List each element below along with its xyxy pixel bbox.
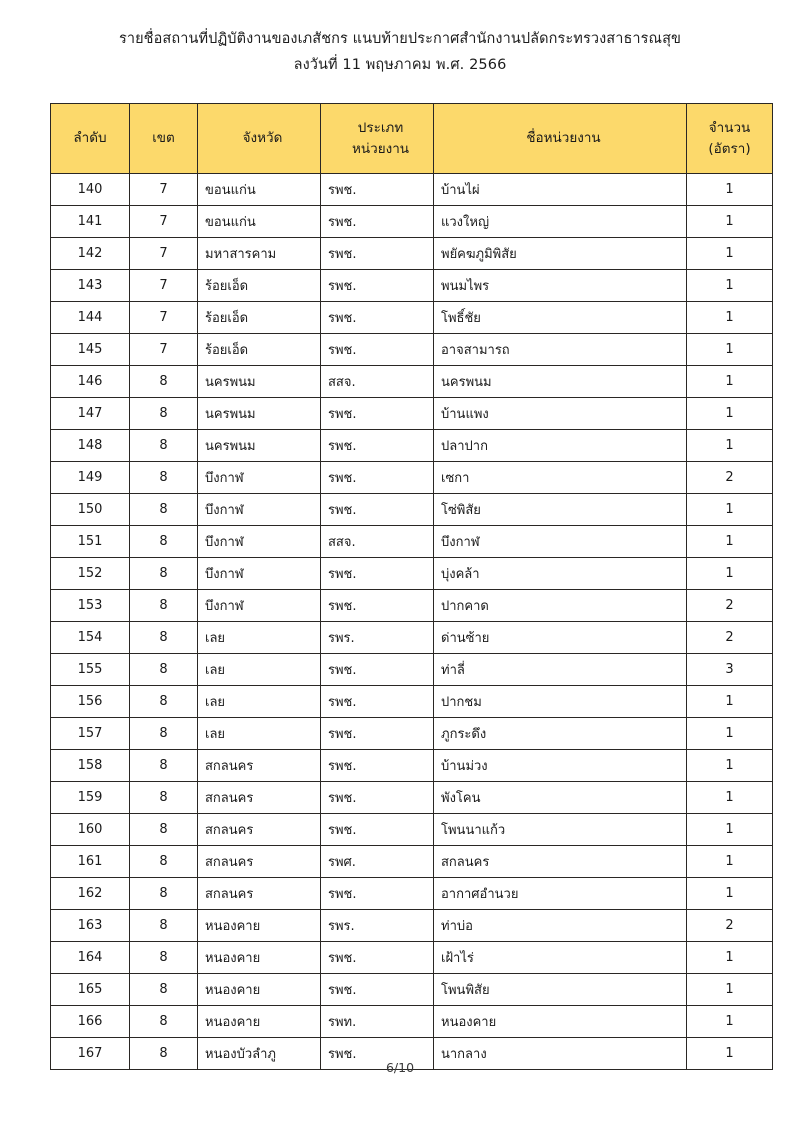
cell-agency-type: รพช. bbox=[321, 878, 434, 910]
cell-quantity: 1 bbox=[687, 686, 773, 718]
cell-seq: 159 bbox=[51, 782, 130, 814]
column-header-agency-name bbox=[434, 104, 687, 174]
cell-province: มหาสารคาม bbox=[198, 238, 321, 270]
cell-agency-name: โพนนาแก้ว bbox=[434, 814, 687, 846]
cell-quantity: 1 bbox=[687, 718, 773, 750]
cell-quantity: 1 bbox=[687, 526, 773, 558]
cell-zone: 8 bbox=[130, 814, 198, 846]
cell-agency-type: รพช. bbox=[321, 270, 434, 302]
cell-quantity: 1 bbox=[687, 814, 773, 846]
cell-quantity: 1 bbox=[687, 398, 773, 430]
cell-province: นครพนม bbox=[198, 398, 321, 430]
table-row bbox=[51, 366, 773, 398]
table-header bbox=[51, 104, 773, 174]
cell-quantity: 1 bbox=[687, 302, 773, 334]
cell-zone: 7 bbox=[130, 334, 198, 366]
cell-seq: 140 bbox=[51, 174, 130, 206]
table-row bbox=[51, 686, 773, 718]
cell-province: สกลนคร bbox=[198, 878, 321, 910]
cell-province: เลย bbox=[198, 622, 321, 654]
cell-agency-name: โพธิ์ชัย bbox=[434, 302, 687, 334]
cell-zone: 7 bbox=[130, 238, 198, 270]
cell-seq: 157 bbox=[51, 718, 130, 750]
cell-zone: 7 bbox=[130, 174, 198, 206]
cell-zone: 8 bbox=[130, 974, 198, 1006]
table-body bbox=[51, 174, 773, 1070]
cell-province: ร้อยเอ็ด bbox=[198, 270, 321, 302]
cell-province: เลย bbox=[198, 686, 321, 718]
cell-zone: 8 bbox=[130, 846, 198, 878]
cell-zone: 8 bbox=[130, 622, 198, 654]
table-row bbox=[51, 846, 773, 878]
cell-agency-type: รพช. bbox=[321, 238, 434, 270]
cell-seq: 167 bbox=[51, 1038, 130, 1070]
cell-province: หนองคาย bbox=[198, 910, 321, 942]
cell-seq: 155 bbox=[51, 654, 130, 686]
cell-agency-name: ปลาปาก bbox=[434, 430, 687, 462]
cell-quantity: 1 bbox=[687, 942, 773, 974]
cell-quantity: 1 bbox=[687, 334, 773, 366]
table-row bbox=[51, 430, 773, 462]
cell-seq: 164 bbox=[51, 942, 130, 974]
table-row bbox=[51, 398, 773, 430]
table-row bbox=[51, 654, 773, 686]
column-header-seq-label: ลำดับ bbox=[73, 130, 107, 147]
cell-agency-type: รพช. bbox=[321, 814, 434, 846]
table-row bbox=[51, 814, 773, 846]
cell-seq: 165 bbox=[51, 974, 130, 1006]
cell-quantity: 1 bbox=[687, 1038, 773, 1070]
cell-seq: 146 bbox=[51, 366, 130, 398]
cell-province: บึงกาฬ bbox=[198, 590, 321, 622]
cell-province: เลย bbox=[198, 718, 321, 750]
cell-zone: 8 bbox=[130, 1006, 198, 1038]
cell-seq: 143 bbox=[51, 270, 130, 302]
cell-province: นครพนม bbox=[198, 366, 321, 398]
cell-seq: 144 bbox=[51, 302, 130, 334]
cell-agency-type: รพช. bbox=[321, 206, 434, 238]
cell-quantity: 1 bbox=[687, 430, 773, 462]
cell-zone: 8 bbox=[130, 558, 198, 590]
cell-agency-name: ด่านซ้าย bbox=[434, 622, 687, 654]
cell-agency-type: รพช. bbox=[321, 334, 434, 366]
column-header-zone-label: เขต bbox=[152, 130, 175, 147]
cell-agency-type: รพช. bbox=[321, 718, 434, 750]
cell-seq: 160 bbox=[51, 814, 130, 846]
cell-seq: 154 bbox=[51, 622, 130, 654]
cell-agency-type: รพช. bbox=[321, 942, 434, 974]
cell-agency-type: รพช. bbox=[321, 654, 434, 686]
table-row bbox=[51, 334, 773, 366]
column-header-quantity-label: จำนวน bbox=[708, 120, 751, 137]
cell-agency-name: โพนพิสัย bbox=[434, 974, 687, 1006]
cell-seq: 149 bbox=[51, 462, 130, 494]
table-row bbox=[51, 526, 773, 558]
cell-agency-type: รพช. bbox=[321, 174, 434, 206]
cell-zone: 8 bbox=[130, 718, 198, 750]
cell-agency-name: ท่าลี่ bbox=[434, 654, 687, 686]
cell-zone: 8 bbox=[130, 686, 198, 718]
cell-agency-name: อากาศอำนวย bbox=[434, 878, 687, 910]
cell-seq: 161 bbox=[51, 846, 130, 878]
cell-quantity: 1 bbox=[687, 878, 773, 910]
cell-quantity: 1 bbox=[687, 270, 773, 302]
cell-seq: 152 bbox=[51, 558, 130, 590]
document-header bbox=[0, 0, 800, 77]
cell-zone: 8 bbox=[130, 494, 198, 526]
document-title-line-1: รายชื่อสถานที่ปฏิบัติงานของเภสัชกร แนบท้ายประกาศสำนักงานปลัดกระทรวงสาธารณสุข bbox=[118, 31, 682, 47]
column-header-quantity bbox=[687, 104, 773, 174]
cell-province: หนองบัวลำภู bbox=[198, 1038, 321, 1070]
cell-zone: 8 bbox=[130, 430, 198, 462]
cell-agency-name: ปากคาด bbox=[434, 590, 687, 622]
column-header-agency-name-label: ชื่อหน่วยงาน bbox=[526, 130, 601, 147]
cell-zone: 7 bbox=[130, 206, 198, 238]
cell-seq: 163 bbox=[51, 910, 130, 942]
cell-province: นครพนม bbox=[198, 430, 321, 462]
table-row bbox=[51, 718, 773, 750]
cell-agency-type: รพร. bbox=[321, 910, 434, 942]
table-row bbox=[51, 206, 773, 238]
cell-quantity: 2 bbox=[687, 910, 773, 942]
cell-zone: 8 bbox=[130, 750, 198, 782]
page-number-footer: 6/10 bbox=[385, 1060, 415, 1075]
cell-quantity: 2 bbox=[687, 462, 773, 494]
cell-province: หนองคาย bbox=[198, 942, 321, 974]
roster-table-container bbox=[50, 103, 751, 1070]
cell-agency-type: สสจ. bbox=[321, 366, 434, 398]
cell-agency-name: อาจสามารถ bbox=[434, 334, 687, 366]
table-row bbox=[51, 494, 773, 526]
cell-province: สกลนคร bbox=[198, 814, 321, 846]
cell-seq: 158 bbox=[51, 750, 130, 782]
cell-agency-name: นากลาง bbox=[434, 1038, 687, 1070]
cell-zone: 7 bbox=[130, 302, 198, 334]
cell-agency-type: รพช. bbox=[321, 686, 434, 718]
cell-quantity: 1 bbox=[687, 366, 773, 398]
cell-agency-name: บ้านไผ่ bbox=[434, 174, 687, 206]
table-row bbox=[51, 974, 773, 1006]
cell-zone: 8 bbox=[130, 1038, 198, 1070]
cell-seq: 156 bbox=[51, 686, 130, 718]
cell-seq: 142 bbox=[51, 238, 130, 270]
cell-seq: 150 bbox=[51, 494, 130, 526]
cell-quantity: 1 bbox=[687, 750, 773, 782]
cell-agency-name: ภูกระดึง bbox=[434, 718, 687, 750]
cell-province: บึงกาฬ bbox=[198, 494, 321, 526]
cell-agency-type: รพช. bbox=[321, 782, 434, 814]
cell-agency-name: ปากชม bbox=[434, 686, 687, 718]
cell-province: สกลนคร bbox=[198, 782, 321, 814]
cell-quantity: 1 bbox=[687, 174, 773, 206]
column-header-agency-type-label-2: หน่วยงาน bbox=[351, 140, 410, 157]
cell-seq: 145 bbox=[51, 334, 130, 366]
cell-agency-type: รพช. bbox=[321, 398, 434, 430]
table-row bbox=[51, 622, 773, 654]
cell-province: ขอนแก่น bbox=[198, 206, 321, 238]
cell-zone: 8 bbox=[130, 526, 198, 558]
cell-zone: 8 bbox=[130, 942, 198, 974]
cell-province: บึงกาฬ bbox=[198, 462, 321, 494]
column-header-province bbox=[198, 104, 321, 174]
cell-quantity: 1 bbox=[687, 206, 773, 238]
cell-quantity: 1 bbox=[687, 846, 773, 878]
cell-agency-name: สกลนคร bbox=[434, 846, 687, 878]
cell-zone: 8 bbox=[130, 462, 198, 494]
cell-seq: 148 bbox=[51, 430, 130, 462]
table-row bbox=[51, 302, 773, 334]
table-header-row bbox=[51, 104, 773, 174]
table-row bbox=[51, 878, 773, 910]
cell-quantity: 3 bbox=[687, 654, 773, 686]
cell-agency-type: รพช. bbox=[321, 558, 434, 590]
cell-agency-name: แวงใหญ่ bbox=[434, 206, 687, 238]
cell-zone: 8 bbox=[130, 782, 198, 814]
cell-province: บึงกาฬ bbox=[198, 526, 321, 558]
cell-quantity: 1 bbox=[687, 974, 773, 1006]
cell-province: บึงกาฬ bbox=[198, 558, 321, 590]
cell-agency-type: สสจ. bbox=[321, 526, 434, 558]
cell-agency-name: บ้านม่วง bbox=[434, 750, 687, 782]
document-title-line-2: ลงวันที่ 11 พฤษภาคม พ.ศ. 2566 bbox=[293, 57, 507, 74]
cell-quantity: 1 bbox=[687, 494, 773, 526]
cell-province: ขอนแก่น bbox=[198, 174, 321, 206]
cell-province: หนองคาย bbox=[198, 1006, 321, 1038]
column-header-quantity-label-2: (อัตรา) bbox=[708, 140, 751, 157]
cell-quantity: 1 bbox=[687, 1006, 773, 1038]
cell-province: หนองคาย bbox=[198, 974, 321, 1006]
cell-agency-type: รพร. bbox=[321, 622, 434, 654]
cell-agency-name: ท่าบ่อ bbox=[434, 910, 687, 942]
table-row bbox=[51, 942, 773, 974]
cell-province: ร้อยเอ็ด bbox=[198, 302, 321, 334]
cell-province: สกลนคร bbox=[198, 846, 321, 878]
cell-agency-type: รพศ. bbox=[321, 846, 434, 878]
cell-agency-type: รพช. bbox=[321, 430, 434, 462]
cell-agency-name: เซกา bbox=[434, 462, 687, 494]
cell-zone: 8 bbox=[130, 398, 198, 430]
cell-quantity: 1 bbox=[687, 238, 773, 270]
column-header-agency-type bbox=[321, 104, 434, 174]
table-row bbox=[51, 238, 773, 270]
cell-quantity: 1 bbox=[687, 782, 773, 814]
table-row bbox=[51, 782, 773, 814]
cell-agency-name: เฝ้าไร่ bbox=[434, 942, 687, 974]
cell-seq: 162 bbox=[51, 878, 130, 910]
column-header-seq bbox=[51, 104, 130, 174]
cell-seq: 153 bbox=[51, 590, 130, 622]
cell-zone: 8 bbox=[130, 590, 198, 622]
cell-zone: 8 bbox=[130, 654, 198, 686]
cell-agency-name: พนมไพร bbox=[434, 270, 687, 302]
cell-agency-type: รพช. bbox=[321, 462, 434, 494]
cell-agency-type: รพช. bbox=[321, 494, 434, 526]
cell-quantity: 1 bbox=[687, 558, 773, 590]
cell-agency-type: รพช. bbox=[321, 974, 434, 1006]
table-row bbox=[51, 174, 773, 206]
table-row bbox=[51, 1006, 773, 1038]
cell-agency-type: รพช. bbox=[321, 1038, 434, 1070]
table-row bbox=[51, 750, 773, 782]
table-row bbox=[51, 270, 773, 302]
table-row bbox=[51, 558, 773, 590]
cell-zone: 7 bbox=[130, 270, 198, 302]
cell-agency-name: บ้านแพง bbox=[434, 398, 687, 430]
cell-agency-name: โซ่พิสัย bbox=[434, 494, 687, 526]
cell-agency-type: รพท. bbox=[321, 1006, 434, 1038]
cell-seq: 151 bbox=[51, 526, 130, 558]
cell-agency-name: บึงกาฬ bbox=[434, 526, 687, 558]
column-header-agency-type-label: ประเภท bbox=[357, 120, 404, 137]
cell-province: เลย bbox=[198, 654, 321, 686]
cell-agency-type: รพช. bbox=[321, 750, 434, 782]
roster-table bbox=[50, 103, 773, 1070]
cell-agency-name: พังโคน bbox=[434, 782, 687, 814]
cell-seq: 147 bbox=[51, 398, 130, 430]
cell-province: ร้อยเอ็ด bbox=[198, 334, 321, 366]
cell-agency-name: นครพนม bbox=[434, 366, 687, 398]
cell-agency-name: บุ่งคล้า bbox=[434, 558, 687, 590]
table-row bbox=[51, 590, 773, 622]
cell-agency-name: หนองคาย bbox=[434, 1006, 687, 1038]
table-row bbox=[51, 462, 773, 494]
cell-zone: 8 bbox=[130, 366, 198, 398]
column-header-province-label: จังหวัด bbox=[242, 130, 283, 147]
cell-agency-type: รพช. bbox=[321, 590, 434, 622]
cell-agency-name: พยัคฆภูมิพิสัย bbox=[434, 238, 687, 270]
cell-seq: 166 bbox=[51, 1006, 130, 1038]
cell-zone: 8 bbox=[130, 878, 198, 910]
cell-seq: 141 bbox=[51, 206, 130, 238]
cell-zone: 8 bbox=[130, 910, 198, 942]
cell-agency-type: รพช. bbox=[321, 302, 434, 334]
column-header-zone bbox=[130, 104, 198, 174]
cell-quantity: 2 bbox=[687, 590, 773, 622]
cell-quantity: 2 bbox=[687, 622, 773, 654]
cell-province: สกลนคร bbox=[198, 750, 321, 782]
table-row bbox=[51, 910, 773, 942]
